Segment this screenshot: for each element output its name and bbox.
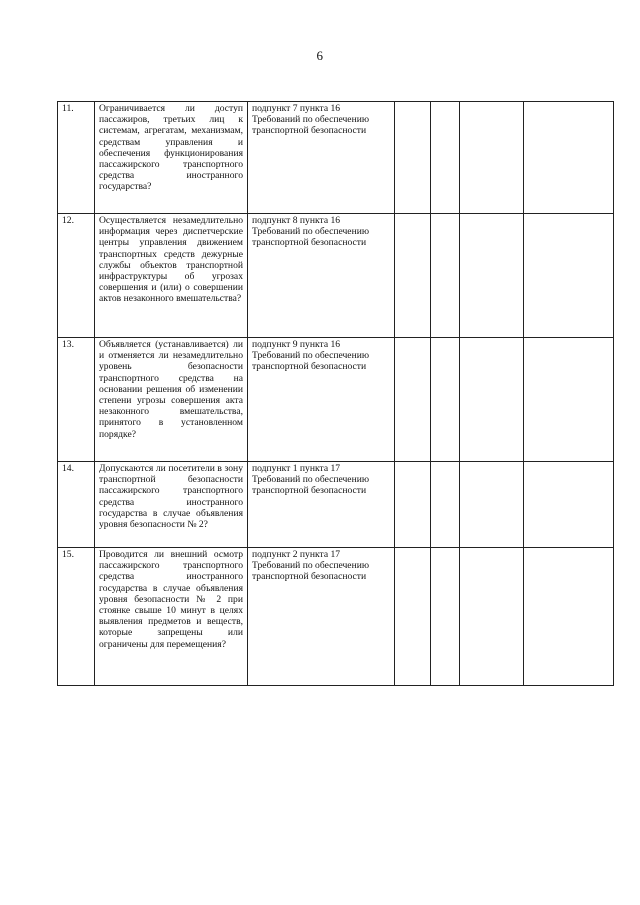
question-text: Осуществляется незамедлительно информация через диспетчерские центры управления движением транспортных средств дежурные службы объектов транспортной инфраструктуры об угрозах совершения и (или) о совершении актов незаконного вмешательства? <box>95 214 248 338</box>
notes-cell <box>524 102 614 214</box>
answer-cell-yes <box>395 462 431 548</box>
question-text: Ограничивается ли доступ пассажиров, третьих лиц к системам, агрегатам, механизмам, средствам управления и обеспечения функционирования пассажирского транспортного средства иностранного государства? <box>95 102 248 214</box>
answer-cell-yes <box>395 548 431 686</box>
row-number: 11. <box>58 102 95 214</box>
answer-cell-no <box>431 338 460 462</box>
notes-cell <box>524 214 614 338</box>
reference-text: подпункт 9 пункта 16 Требований по обеспечению транспортной безопасности <box>248 338 395 462</box>
answer-cell-not-applicable <box>460 548 524 686</box>
table-row <box>58 548 614 686</box>
notes-cell <box>524 462 614 548</box>
reference-text: подпункт 8 пункта 16 Требований по обеспечению транспортной безопасности <box>248 214 395 338</box>
answer-cell-not-applicable <box>460 102 524 214</box>
question-text: Проводится ли внешний осмотр пассажирского транспортного средства иностранного государства в случае объявления уровня безопасности № 2 при стоянке свыше 10 минут в целях выявления предметов и веществ, которые запрещены или ограничены для перемещения? <box>95 548 248 686</box>
table-row <box>58 462 614 548</box>
table-row <box>58 338 614 462</box>
notes-cell <box>524 338 614 462</box>
answer-cell-yes <box>395 102 431 214</box>
answer-cell-yes <box>395 214 431 338</box>
table-row <box>58 102 614 214</box>
answer-cell-not-applicable <box>460 338 524 462</box>
reference-text: подпункт 2 пункта 17 Требований по обеспечению транспортной безопасности <box>248 548 395 686</box>
question-text: Допускаются ли посетители в зону транспортной безопасности пассажирского транспортного средства иностранного государства в случае объявления уровня безопасности № 2? <box>95 462 248 548</box>
reference-text: подпункт 7 пункта 16 Требований по обеспечению транспортной безопасности <box>248 102 395 214</box>
answer-cell-not-applicable <box>460 462 524 548</box>
table-row <box>58 214 614 338</box>
answer-cell-yes <box>395 338 431 462</box>
row-number: 15. <box>58 548 95 686</box>
answer-cell-not-applicable <box>460 214 524 338</box>
row-number: 12. <box>58 214 95 338</box>
answer-cell-no <box>431 548 460 686</box>
answer-cell-no <box>431 214 460 338</box>
page-number: 6 <box>316 48 324 63</box>
row-number: 14. <box>58 462 95 548</box>
reference-text: подпункт 1 пункта 17 Требований по обеспечению транспортной безопасности <box>248 462 395 548</box>
question-text: Объявляется (устанавливается) ли и отменяется ли незамедлительно уровень безопасности транспортного средства на основании решения об изменении степени угрозы совершения акта незаконного вмешательства, принятого в установленном порядке? <box>95 338 248 462</box>
checklist-table <box>57 101 614 686</box>
notes-cell <box>524 548 614 686</box>
answer-cell-no <box>431 102 460 214</box>
row-number: 13. <box>58 338 95 462</box>
answer-cell-no <box>431 462 460 548</box>
